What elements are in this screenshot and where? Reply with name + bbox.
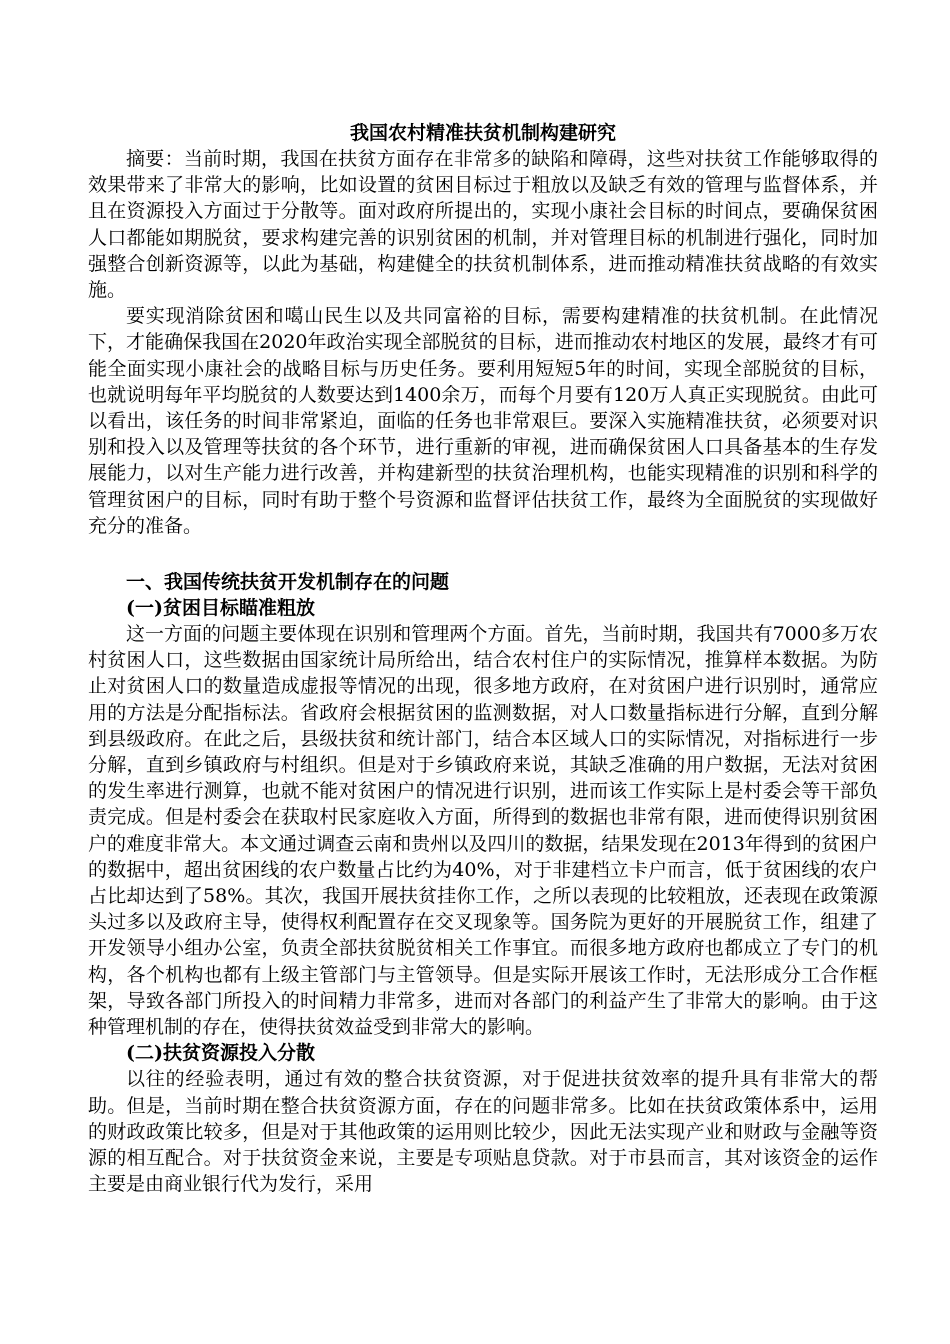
abstract-paragraph: 摘要：当前时期，我国在扶贫方面存在非常多的缺陷和障碍，这些对扶贫工作能够取得的效果带来了非常大的影响，比如设置的贫困目标过于粗放以及缺乏有效的管理与监督体系，并且在资源投入方面过于分散等。面对政府所提出的，实现小康社会目标的时间点，要确保贫困人口都能如期脱贫，要求构建完善的识别贫困的机制，并对管理目标的机制进行强化，同时加强整合创新资源等，以此为基础，构建健全的扶贫机制体系，进而推动精准扶贫战略的有效实施。	[88, 148, 878, 302]
subsection-body-2: 以往的经验表明，通过有效的整合扶贫资源，对于促进扶贫效率的提升具有非常大的帮助。但是，当前时期在整合扶贫资源方面，存在的问题非常多。比如在扶贫政策体系中，运用的财政政策比较多，但是对于其他政策的运用则比较少，因此无法实现产业和财政与金融等资源的相互配合。对于扶贫资金来说，主要是专项贴息贷款。对于市县而言，其对该资金的运作主要是由商业银行代为发行，采用	[88, 1068, 878, 1196]
document-page	[88, 120, 878, 1197]
intro-paragraph: 要实现消除贫困和噶山民生以及共同富裕的目标，需要构建精准的扶贫机制。在此情况下，才能确保我国在2020年政治实现全部脱贫的目标，进而推动农村地区的发展，最终才有可能全面实现小康社会的战略目标与历史任务。要利用短短5年的时间，实现全部脱贫的目标，也就说明每年平均脱贫的人数要达到1400余万，而每个月要有120万人真正实现脱贫。由此可以看出，该任务的时间非常紧迫，面临的任务也非常艰巨。要深入实施精准扶贫，必须要对识别和投入以及管理等扶贫的各个环节，进行重新的审视，进而确保贫困人口具备基本的生存发展能力，以对生产能力进行改善，并构建新型的扶贫治理机构，也能实现精准的识别和科学的管理贫困户的目标，同时有助于整个号资源和监督评估扶贫工作，最终为全面脱贫的实现做好充分的准备。	[88, 305, 878, 537]
subsection-body-1: 这一方面的问题主要体现在识别和管理两个方面。首先，当前时期，我国共有7000多万农村贫困人口，这些数据由国家统计局所给出，结合农村住户的实际情况，推算样本数据。为防止对贫困人口的数量造成虚报等情况的出现，很多地方政府，在对贫困户进行识别时，通常应用的方法是分配指标法。省政府会根据贫困的监测数据，对人口数量指标进行分解，直到分解到县级政府。在此之后，县级扶贫和统计部门，结合本区域人口的实际情况，对指标进行一步分解，直到乡镇政府与村组织。但是对于乡镇政府来说，其缺乏准确的用户数据，无法对贫困的发生率进行测算，也就不能对贫困户的情况进行识别，进而该工作实际上是村委会等干部负责完成。但是村委会在获取村民家庭收入方面，所得到的数据也非常有限，进而使得识别贫困户的难度非常大。本文通过调查云南和贵州以及四川的数据，结果发现在2013年得到的贫困户的数据中，超出贫困线的农户数量占比约为40%，对于非建档立卡户而言，低于贫困线的农户占比却达到了58%。其次，我国开展扶贫挂你工作，之所以表现的比较粗放，还表现在政策源头过多以及政府主导，使得权利配置存在交叉现象等。国务院为更好的开展脱贫工作，组建了开发领导小组办公室，负责全部扶贫脱贫相关工作事宜。而很多地方政府也都成立了专门的机构，各个机构也都有上级主管部门与主管领导。但是实际开展该工作时，无法形成分工合作框架，导致各部门所投入的时间精力非常多，进而对各部门的利益产生了非常大的影响。由于这种管理机制的存在，使得扶贫效益受到非常大的影响。	[88, 623, 878, 1039]
subsection-heading-2: (二)扶贫资源投入分散	[126, 1042, 315, 1065]
section-heading: 一、我国传统扶贫开发机制存在的问题	[126, 571, 450, 594]
document-title: 我国农村精准扶贫机制构建研究	[349, 122, 616, 144]
section-spacer	[88, 539, 878, 569]
subsection-heading-1: (一)贫困目标瞄准粗放	[126, 597, 315, 620]
